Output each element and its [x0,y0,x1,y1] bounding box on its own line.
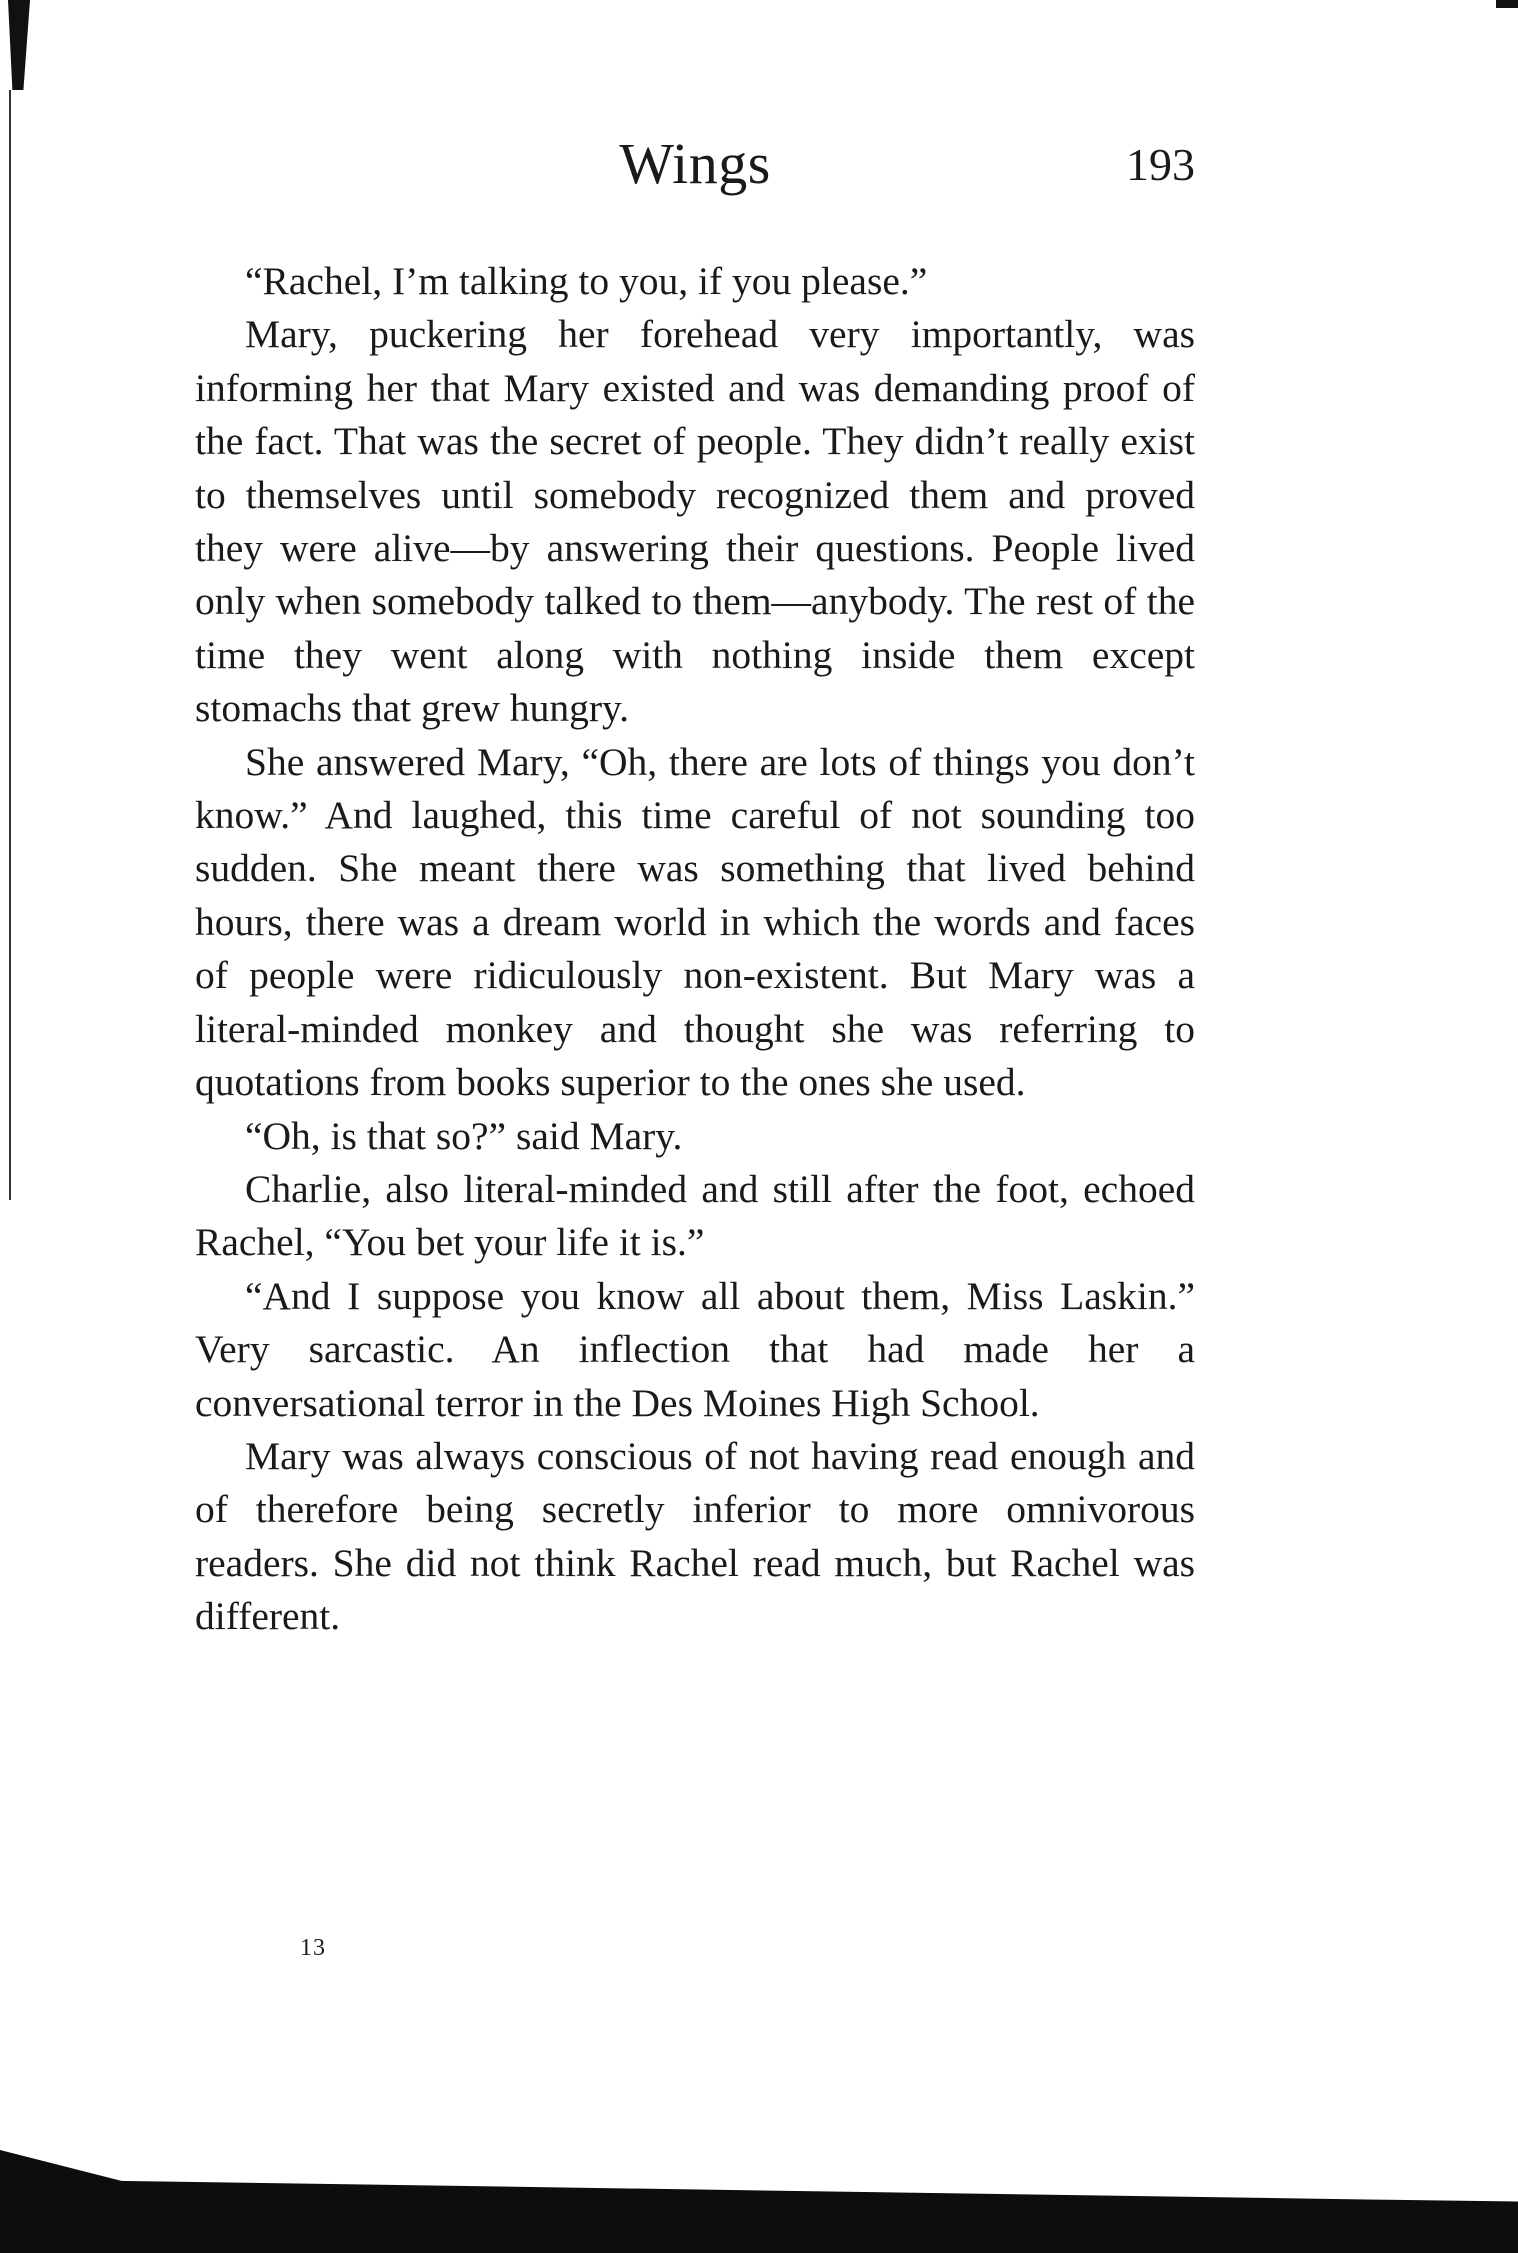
paragraph: Mary, puckering her forehead very importantly, was informing her that Mary existed and was demanding proof of the fact. That was the secret of people. They didn’t really exist to themselves until somebody recognized them and proved they were alive—by answering their questions. People lived only when somebody talked to them—anybody. The rest of the time they went along with nothing inside them except stomachs that grew hungry. [195,312,1195,731]
paragraph: Mary was always conscious of not having read enough and of therefore being secretly inferior to more omnivorous readers. She did not think Rachel read much, but Rachel was different. [195,1433,1195,1639]
paragraph: “Rachel, I’m talking to you, if you please.” [245,259,928,303]
body-text [195,255,1195,1644]
scan-margin-line [9,90,11,1200]
signature-mark: 13 [300,1935,326,1961]
scan-corner-mark [1496,0,1518,8]
paragraph: She answered Mary, “Oh, there are lots of things you don’t know.” And laughed, this time careful of not sounding too sudden. She meant there was something that lived behind hours, there was a dream world in which the words and faces of people were ridiculously non-existent. But Mary was a literal-minded monkey and thought she was referring to quotations from books superior to the ones she used. [195,739,1195,1105]
running-header [195,130,1195,200]
page-number: 193 [1126,139,1195,190]
running-title: Wings [619,131,771,196]
paragraph: Charlie, also literal-minded and still after the foot, echoed Rachel, “You bet your life it is.” [195,1166,1195,1265]
scan-bottom-shadow [0,2150,1518,2253]
paragraph: “Oh, is that so?” said Mary. [245,1113,683,1158]
paragraph: “And I suppose you know all about them, Miss Laskin.” Very sarcastic. An inflection that had made her a conversational terror in the Des Moines High School. [195,1273,1195,1425]
scan-edge-shadow [8,0,30,90]
